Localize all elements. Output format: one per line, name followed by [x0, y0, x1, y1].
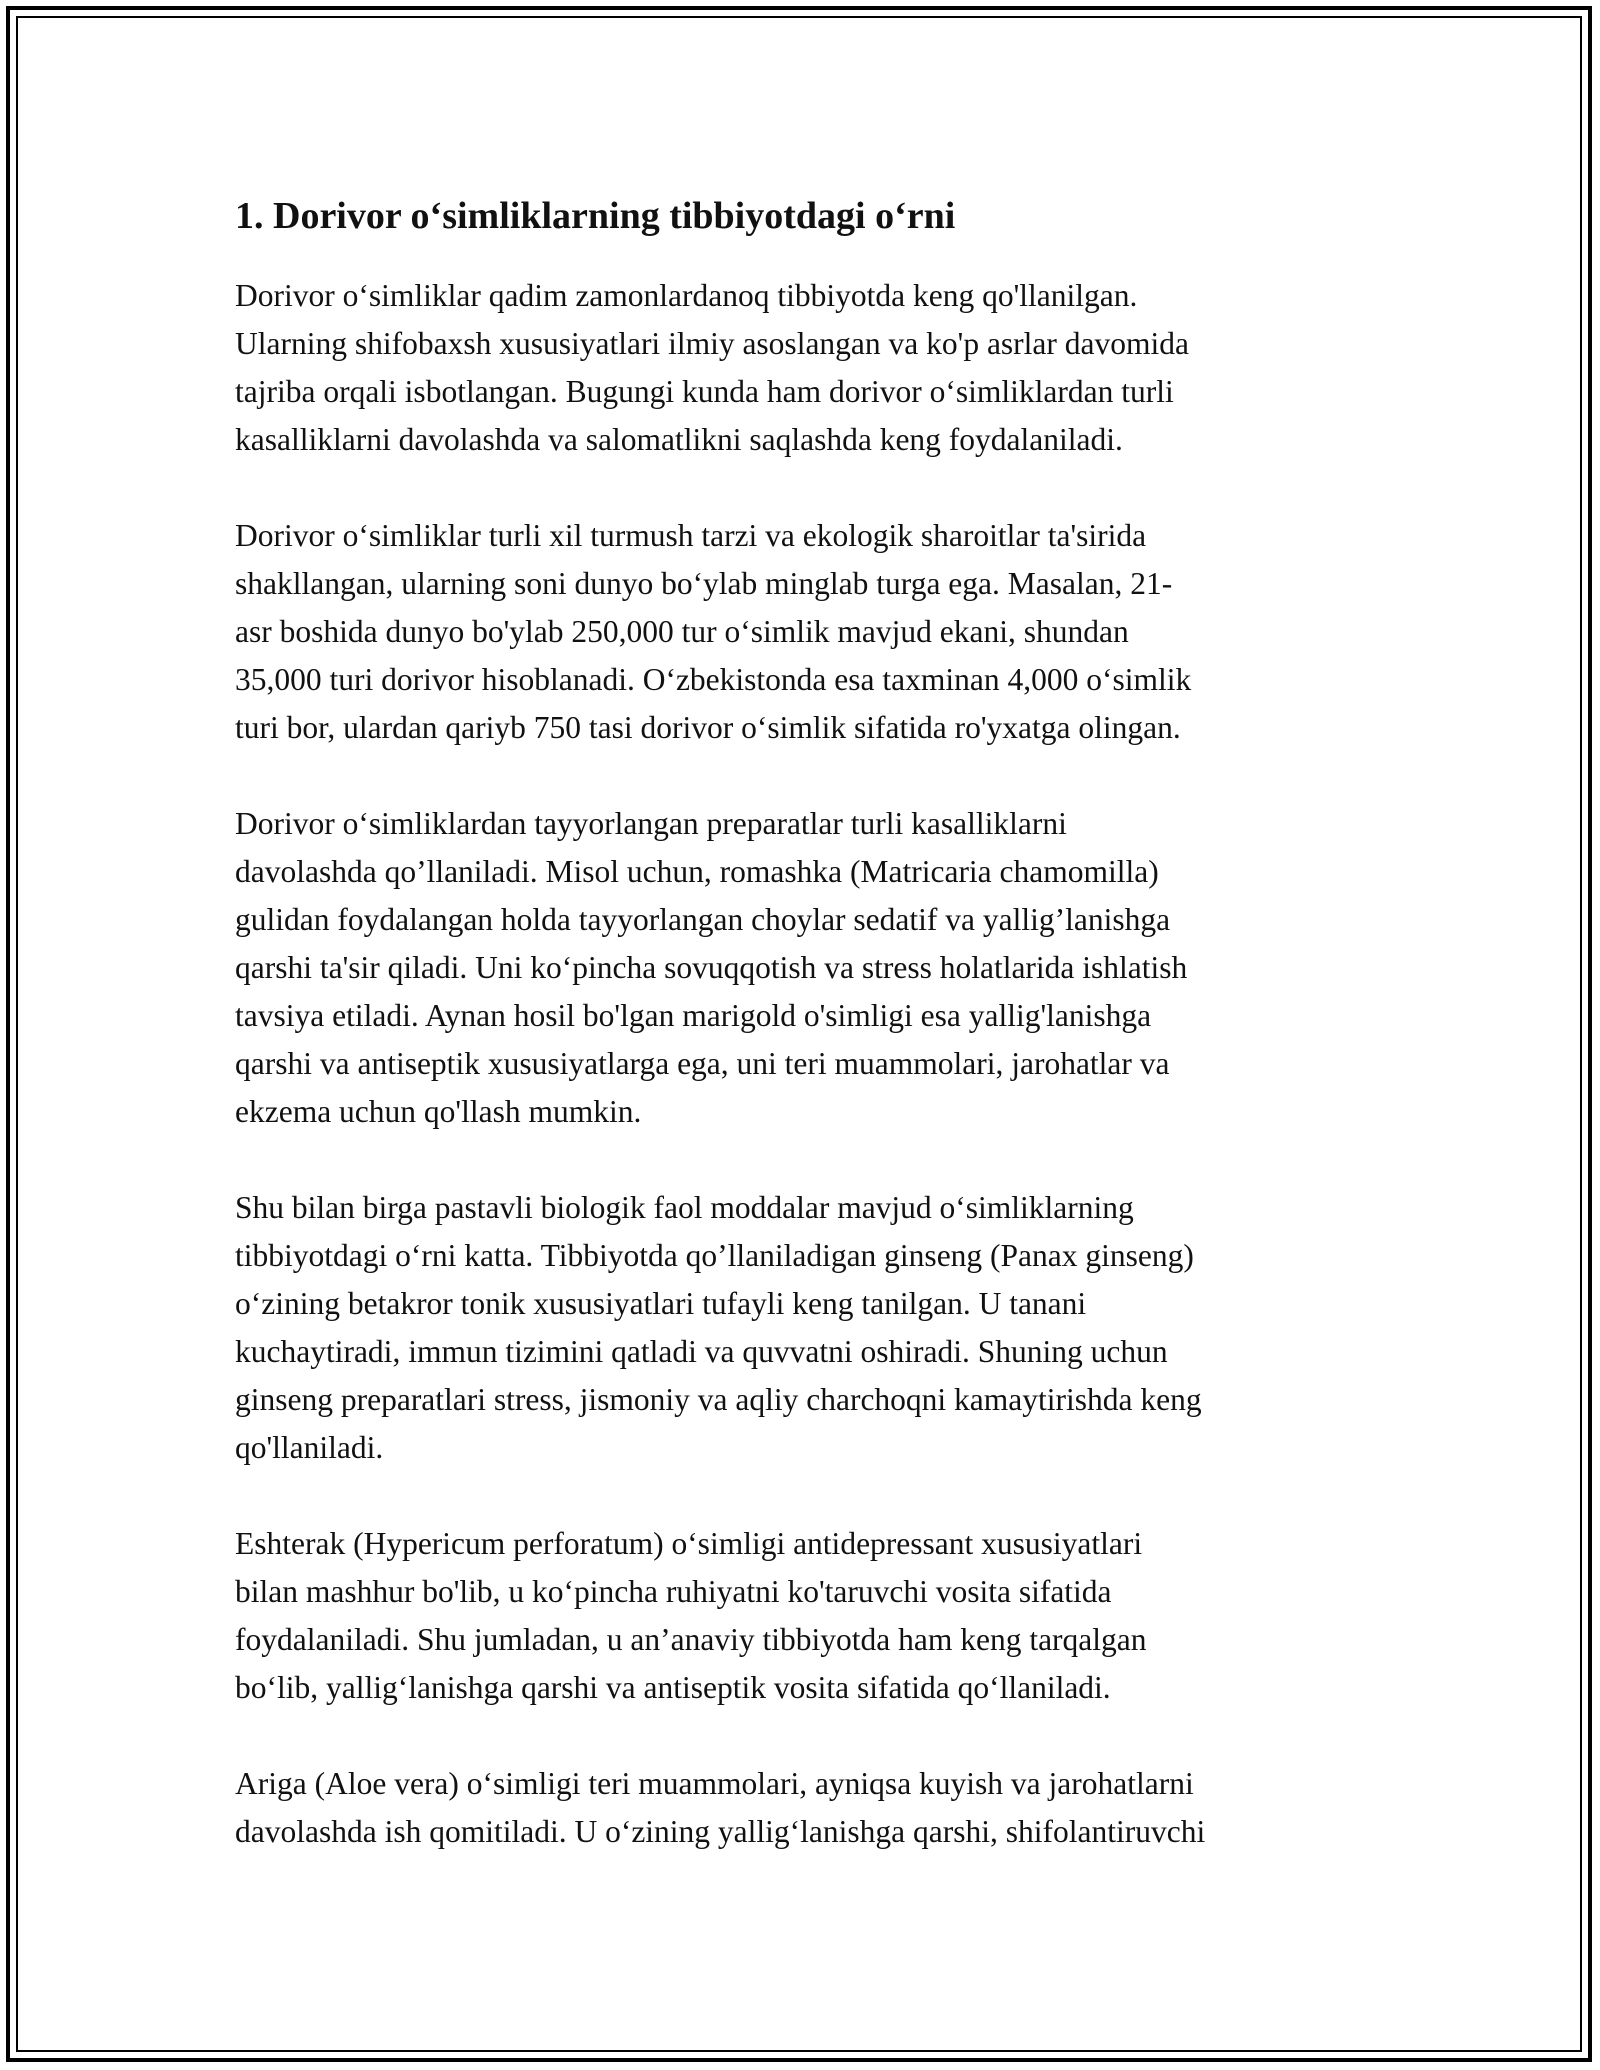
- paragraph-5: [235, 1520, 1380, 1712]
- text-line: tavsiya etiladi. Aynan hosil bo'lgan marigold o'simligi esa yallig'lanishga: [235, 998, 1152, 1033]
- text-line: turi bor, ulardan qariyb 750 tasi dorivor o‘simlik sifatida ro'yxatga olingan.: [235, 710, 1181, 745]
- paragraph-2: [235, 512, 1380, 752]
- text-line: davolashda qo’llaniladi. Misol uchun, romashka (Matricaria chamomilla): [235, 854, 1159, 889]
- text-line: foydalaniladi. Shu jumladan, u an’anaviy tibbiyotda ham keng tarqalgan: [235, 1622, 1147, 1657]
- document-body: [235, 190, 1380, 1904]
- text-line: kasalliklarni davolashda va salomatlikni saqlashda keng foydalaniladi.: [235, 422, 1123, 457]
- text-line: Dorivor o‘simliklardan tayyorlangan preparatlar turli kasalliklarni: [235, 806, 1067, 841]
- text-line: ekzema uchun qo'llash mumkin.: [235, 1094, 642, 1129]
- paragraph-3: [235, 800, 1380, 1136]
- text-line: bo‘lib, yallig‘lanishga qarshi va antiseptik vosita sifatida qo‘llaniladi.: [235, 1670, 1111, 1705]
- text-line: o‘zining betakror tonik xususiyatlari tufayli keng tanilgan. U tanani: [235, 1286, 1087, 1321]
- section-heading: 1. Dorivor o‘simliklarning tibbiyotdagi o‘rni: [235, 195, 956, 237]
- text-line: Eshterak (Hypericum perforatum) o‘simligi antidepressant xususiyatlari: [235, 1526, 1143, 1561]
- text-line: kuchaytiradi, immun tizimini qatladi va quvvatni oshiradi. Shuning uchun: [235, 1334, 1168, 1369]
- paragraph-6: [235, 1760, 1380, 1856]
- text-line: bilan mashhur bo'lib, u ko‘pincha ruhiyatni ko'taruvchi vosita sifatida: [235, 1574, 1112, 1609]
- paragraph-1: [235, 272, 1380, 464]
- text-line: ginseng preparatlari stress, jismoniy va aqliy charchoqni kamaytirishda keng: [235, 1382, 1202, 1417]
- text-line: Shu bilan birga pastavli biologik faol moddalar mavjud o‘simliklarning: [235, 1190, 1134, 1225]
- text-line: qarshi ta'sir qiladi. Uni ko‘pincha sovuqqotish va stress holatlarida ishlatish: [235, 950, 1188, 985]
- text-line: Ularning shifobaxsh xususiyatlari ilmiy asoslangan va ko'p asrlar davomida: [235, 326, 1189, 361]
- text-line: asr boshida dunyo bo'ylab 250,000 tur o‘simlik mavjud ekani, shundan: [235, 614, 1129, 649]
- text-line: 35,000 turi dorivor hisoblanadi. O‘zbekistonda esa taxminan 4,000 o‘simlik: [235, 662, 1192, 697]
- text-line: davolashda ish qomitiladi. U o‘zining yallig‘lanishga qarshi, shifolantiruvchi: [235, 1814, 1206, 1849]
- text-line: gulidan foydalangan holda tayyorlangan choylar sedatif va yallig’lanishga: [235, 902, 1171, 937]
- text-line: tajriba orqali isbotlangan. Bugungi kunda ham dorivor o‘simliklardan turli: [235, 374, 1174, 409]
- text-line: Dorivor o‘simliklar qadim zamonlardanoq tibbiyotda keng qo'llanilgan.: [235, 278, 1138, 313]
- text-line: qarshi va antiseptik xususiyatlarga ega, uni teri muammolari, jarohatlar va: [235, 1046, 1170, 1081]
- text-line: shakllangan, ularning soni dunyo bo‘ylab minglab turga ega. Masalan, 21-: [235, 566, 1173, 601]
- text-line: qo'llaniladi.: [235, 1430, 384, 1465]
- text-line: Dorivor o‘simliklar turli xil turmush tarzi va ekologik sharoitlar ta'sirida: [235, 518, 1147, 553]
- text-line: Ariga (Aloe vera) o‘simligi teri muammolari, ayniqsa kuyish va jarohatlarni: [235, 1766, 1194, 1801]
- text-line: tibbiyotdagi o‘rni katta. Tibbiyotda qo’llaniladigan ginseng (Panax ginseng): [235, 1238, 1194, 1273]
- paragraph-4: [235, 1184, 1380, 1472]
